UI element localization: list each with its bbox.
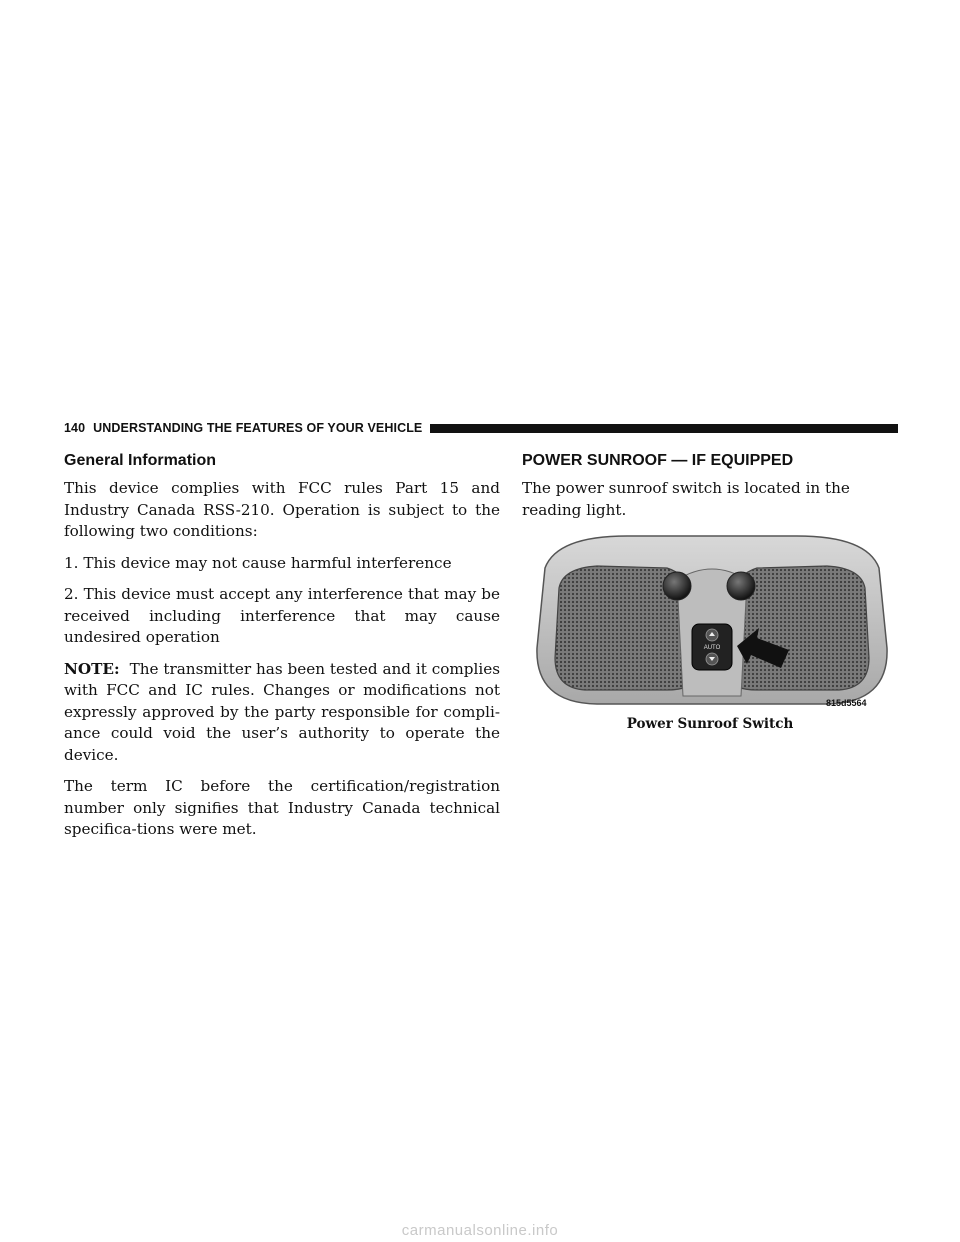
paragraph-ic-term: The term IC before the certification/registration number only signifies that Industry Canada technical specifica-tions were met. <box>64 777 500 838</box>
reading-light-illustration <box>527 528 897 713</box>
running-header-title: UNDERSTANDING THE FEATURES OF YOUR VEHICLE <box>93 421 423 435</box>
watermark-footer: carmanualsonline.info <box>401 1222 559 1239</box>
figure-power-sunroof-switch <box>527 528 897 713</box>
condition-item-1: 1. This device may not cause harmful interference <box>64 553 452 572</box>
header-rule <box>430 424 898 433</box>
page-number: 140 <box>64 421 86 435</box>
figure-code: 815d5564 <box>826 698 867 708</box>
section-heading-power-sunroof: POWER SUNROOF — IF EQUIPPED <box>522 452 794 469</box>
note-label: NOTE: <box>64 659 120 678</box>
condition-item-2: 2. This device must accept any interference that may be received including interference that may cause undesired operation <box>64 585 500 646</box>
paragraph-fcc-compliance: This device complies with FCC rules Part 15 and Industry Canada RSS-210. Operation is subject to the following two conditions: <box>64 479 500 540</box>
left-light-knob <box>663 572 691 600</box>
page-header <box>64 418 898 438</box>
right-column <box>522 450 898 531</box>
section-heading-general-information: General Information <box>64 452 217 469</box>
paragraph-sunroof-location: The power sunroof switch is located in the reading light. <box>522 479 850 519</box>
right-light-knob <box>727 572 755 600</box>
switch-auto-label: AUTO <box>703 645 721 651</box>
note-text: The transmitter has been tested and it complies with FCC and IC rules. Changes or modifications not expressly approved by the party responsible for compli-ance could void the user’s authority to operate the device. <box>64 659 500 764</box>
left-column <box>64 450 500 851</box>
figure-caption: Power Sunroof Switch <box>626 716 794 732</box>
note-paragraph <box>64 659 500 767</box>
